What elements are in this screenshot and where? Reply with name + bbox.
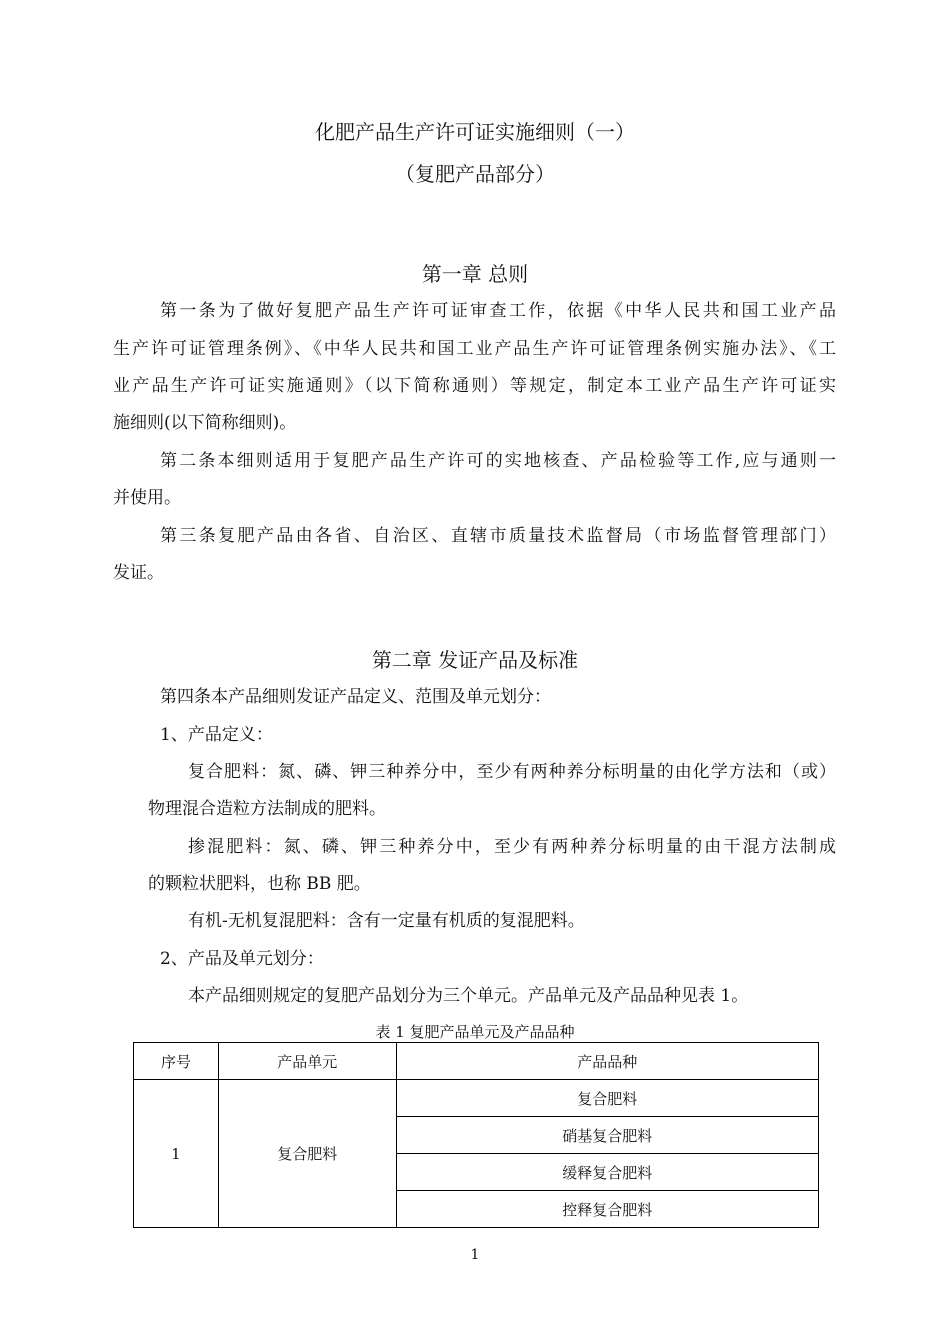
table-cell-variety: 复合肥料 [396, 1080, 818, 1117]
document-title: 化肥产品生产许可证实施细则（一） [315, 120, 635, 144]
table-caption: 表 1 复肥产品单元及产品品种 [375, 1023, 575, 1041]
chapter-2-heading: 第二章 发证产品及标准 [371, 648, 579, 672]
table-cell-variety: 硝基复合肥料 [396, 1117, 818, 1154]
table-header-cell: 序号 [134, 1043, 219, 1080]
paragraph-line: 第四条本产品细则发证产品定义、范围及单元划分： [160, 687, 551, 707]
table-row [134, 1080, 819, 1117]
table-cell-unit: 复合肥料 [218, 1080, 396, 1228]
page-number: 1 [470, 1247, 480, 1263]
paragraph-line: 本产品细则规定的复肥产品划分为三个单元。产品单元及产品品种见表 1。 [188, 986, 749, 1006]
paragraph-line: 生产许可证管理条例》、《中华人民共和国工业产品生产许可证管理条例实施办法》、《工 [113, 339, 836, 359]
table-header-cell: 产品单元 [218, 1043, 396, 1080]
definition-line: 有机-无机复混肥料：含有一定量有机质的复混肥料。 [188, 911, 585, 931]
paragraph-line: 第二条本细则适用于复肥产品生产许可的实地核查、产品检验等工作,应与通则一 [160, 451, 836, 471]
paragraph-line: 第三条复肥产品由各省、自治区、直辖市质量技术监督局（市场监督管理部门） [160, 526, 836, 546]
table-header-row [134, 1043, 819, 1080]
list-heading: 2、产品及单元划分： [160, 949, 324, 969]
paragraph-line: 第一条为了做好复肥产品生产许可证审查工作，依据《中华人民共和国工业产品 [160, 301, 836, 321]
paragraph-line: 业产品生产许可证实施通则》（以下简称通则）等规定，制定本工业产品生产许可证实 [113, 376, 836, 396]
table-cell-variety: 控释复合肥料 [396, 1191, 818, 1228]
table-header-cell: 产品品种 [396, 1043, 818, 1080]
chapter-1-heading: 第一章 总则 [421, 262, 529, 286]
product-unit-table [133, 1042, 819, 1228]
paragraph-line: 发证。 [113, 563, 164, 583]
list-heading: 1、产品定义： [160, 725, 273, 745]
definition-line: 物理混合造粒方法制成的肥料。 [148, 799, 386, 819]
paragraph-line: 施细则(以下简称细则)。 [113, 413, 297, 433]
document-subtitle: （复肥产品部分） [395, 162, 555, 186]
table-cell-variety: 缓释复合肥料 [396, 1154, 818, 1191]
definition-line: 的颗粒状肥料，也称 BB 肥。 [148, 874, 371, 894]
definition-line: 复合肥料：氮、磷、钾三种养分中，至少有两种养分标明量的由化学方法和（或） [188, 762, 836, 782]
table-cell-index: 1 [134, 1080, 219, 1228]
definition-line: 掺混肥料：氮、磷、钾三种养分中，至少有两种养分标明量的由干混方法制成 [188, 837, 836, 857]
paragraph-line: 并使用。 [113, 488, 181, 508]
